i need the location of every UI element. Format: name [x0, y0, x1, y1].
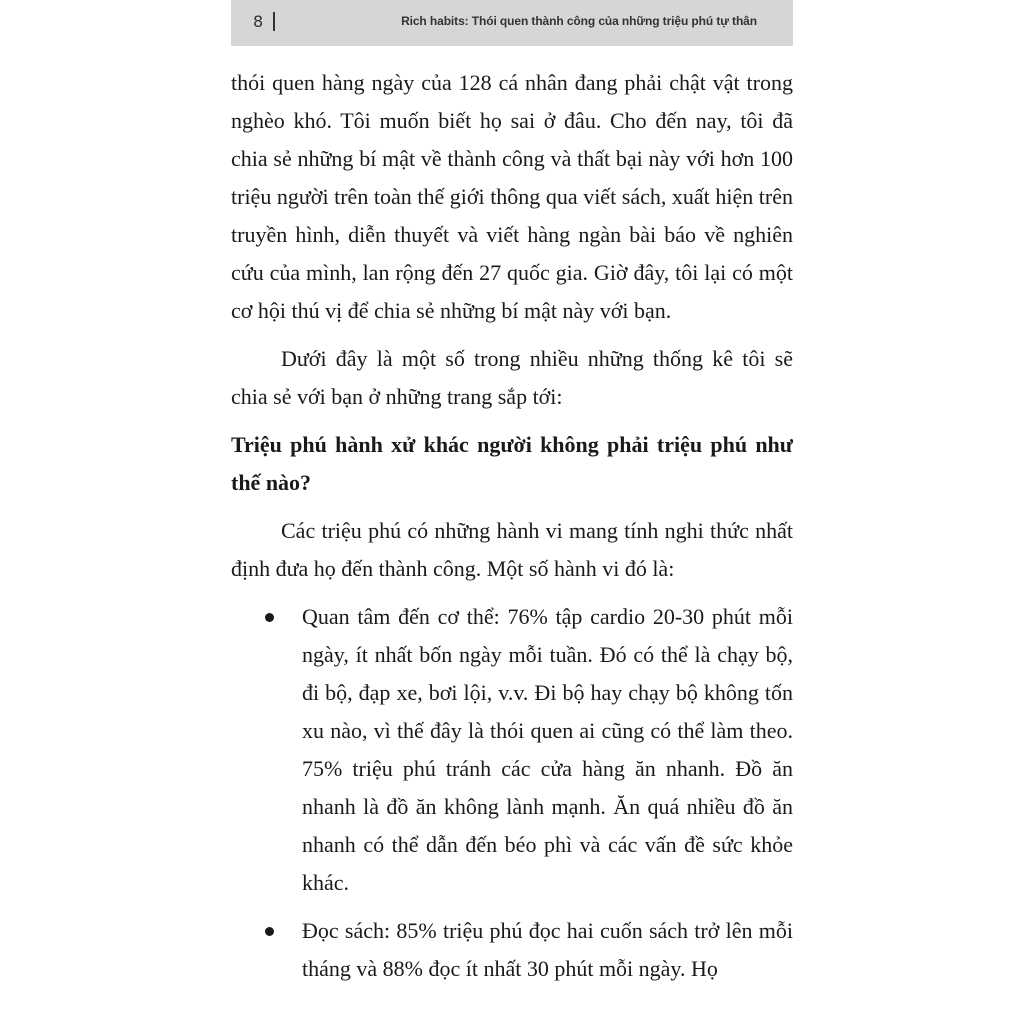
- section-heading: Triệu phú hành xử khác người không phải triệu phú như thế nào?: [231, 432, 793, 495]
- list-item: [231, 912, 793, 988]
- header-separator: [273, 12, 275, 31]
- bullet-icon: [265, 613, 274, 622]
- paragraph: Các triệu phú có những hành vi mang tính nghi thức nhất định đưa họ đến thành công. Một số hành vi đó là:: [231, 518, 793, 581]
- page-body: [231, 64, 793, 998]
- page-header: [231, 0, 793, 46]
- page-number: 8: [253, 12, 264, 31]
- paragraph: thói quen hàng ngày của 128 cá nhân đang phải chật vật trong nghèo khó. Tôi muốn biết họ sai ở đâu. Cho đến nay, tôi đã chia sẻ những bí mật về thành công và thất bại này với hơn 100 triệu người trên toàn thế giới thông qua viết sách, xuất hiện trên truyền hình, diễn thuyết và viết hàng ngàn bài báo về nghiên cứu của mình, lan rộng đến 27 quốc gia. Giờ đây, tôi lại có một cơ hội thú vị để chia sẻ những bí mật này với bạn.: [231, 70, 793, 323]
- bullet-list: [231, 598, 793, 988]
- running-title: Rich habits: Thói quen thành công của những triệu phú tự thân: [401, 14, 757, 28]
- list-item-text: Quan tâm đến cơ thể: 76% tập cardio 20-30 phút mỗi ngày, ít nhất bốn ngày mỗi tuần. Đó có thể là chạy bộ, đi bộ, đạp xe, bơi lội, v.v. Đi bộ hay chạy bộ không tốn xu nào, vì thế đây là thói quen ai cũng có thể làm theo. 75% triệu phú tránh các cửa hàng ăn nhanh. Đồ ăn nhanh là đồ ăn không lành mạnh. Ăn quá nhiều đồ ăn nhanh có thể dẫn đến béo phì và các vấn đề sức khỏe khác.: [302, 604, 793, 895]
- paragraph: Dưới đây là một số trong nhiều những thống kê tôi sẽ chia sẻ với bạn ở những trang sắp tới:: [231, 346, 793, 409]
- bullet-icon: [265, 927, 274, 936]
- list-item: [231, 598, 793, 902]
- list-item-text: Đọc sách: 85% triệu phú đọc hai cuốn sách trở lên mỗi tháng và 88% đọc ít nhất 30 phút mỗi ngày. Họ: [302, 918, 793, 981]
